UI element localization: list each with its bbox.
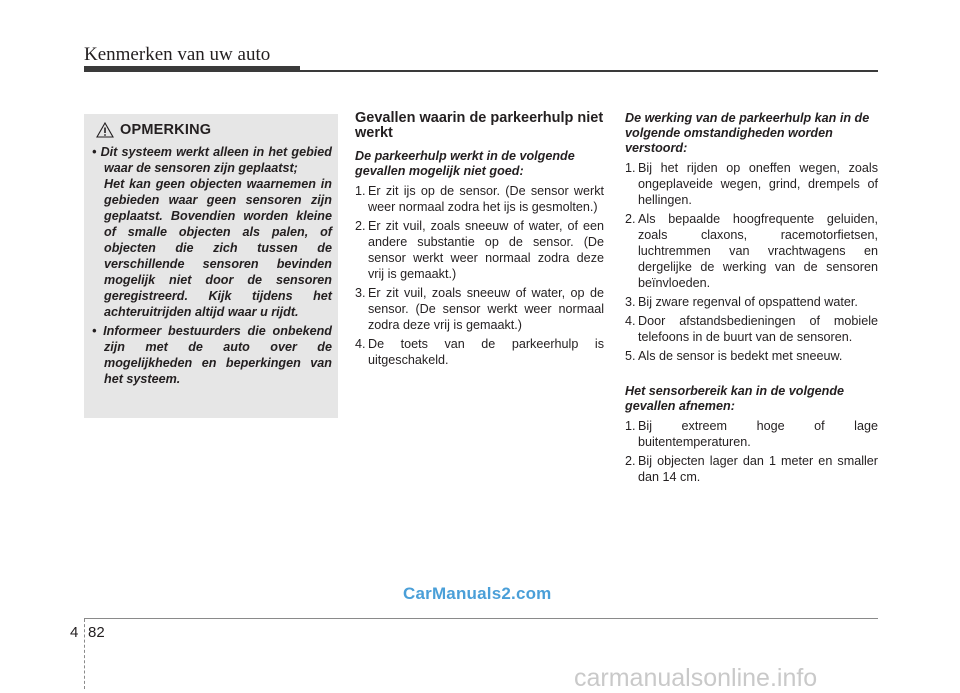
list-item-number: 4. — [625, 314, 636, 328]
list-item — [355, 218, 604, 282]
list-item — [625, 294, 878, 310]
numbered-list — [625, 418, 878, 485]
notice-bullet-1: • Dit systeem werkt alleen in het gebied waar de sensoren zijn geplaatst; — [92, 145, 332, 175]
list-item-text: Bij het rijden op oneffen wegen, zoals ongeplaveide wegen, grind, drempels of hellingen. — [638, 161, 878, 207]
list-item-text: Bij extreem hoge of lage buitentemperaturen. — [638, 419, 878, 449]
list-item — [625, 453, 878, 485]
list-item-number: 1. — [625, 161, 636, 175]
section-subtitle: Het sensorbereik kan in de volgende gevallen afnemen: — [625, 384, 845, 413]
header-rule — [300, 70, 878, 72]
list-item — [625, 160, 878, 208]
list-item — [625, 348, 878, 364]
list-item — [625, 418, 878, 450]
list-item-text: Er zit ijs op de sensor. (De sensor werkt weer normaal zodra het ijs is gesmolten.) — [368, 184, 604, 214]
header-bar — [84, 66, 300, 72]
watermark-link[interactable]: CarManuals2.com — [403, 584, 552, 603]
column-not-working — [355, 111, 604, 371]
list-item-text: Er zit vuil, zoals sneeuw of water, op de sensor. (De sensor werkt weer normaal zodra deze vrij is gemaakt.) — [368, 286, 604, 332]
section-subtitle: De parkeerhulp werkt in de volgende gevallen mogelijk niet goed: — [355, 149, 575, 178]
list-item-text: Als de sensor is bedekt met sneeuw. — [638, 349, 843, 363]
page-number: 82 — [88, 624, 105, 641]
list-item-text: Bij zware regenval of opspattend water. — [638, 295, 858, 309]
notice-header — [96, 122, 211, 138]
notice-bullet-2: • Informeer bestuurders die onbekend zijn met de auto over de mogelijkheden en beperkingen van het systeem. — [92, 324, 332, 386]
list-item — [355, 183, 604, 215]
list-item-text: Bij objecten lager dan 1 meter en smaller dan 14 cm. — [638, 454, 878, 484]
numbered-list — [355, 183, 604, 368]
list-item-number: 2. — [355, 219, 366, 233]
list-item-number: 1. — [625, 419, 636, 433]
column-disturbances — [625, 111, 878, 488]
page-header-title: Kenmerken van uw auto — [84, 44, 271, 65]
list-item-number: 5. — [625, 349, 636, 363]
list-item-text: Als bepaalde hoogfrequente geluiden, zoals claxons, racemotorfietsen, luchtremmen van vrachtwagens en dergelijke de werking van de sensoren beïnvloeden. — [638, 212, 878, 290]
notice-body — [92, 144, 332, 387]
warning-triangle-icon — [96, 122, 114, 138]
list-item-text: De toets van de parkeerhulp is uitgeschakeld. — [368, 337, 604, 367]
list-item — [355, 336, 604, 368]
list-item — [625, 211, 878, 291]
chapter-number: 4 — [70, 624, 79, 641]
notice-bullet-1-continued: Het kan geen objecten waarnemen in gebieden waar geen sensoren zijn geplaatst. Bovendien worden kleine of smalle objecten als palen, of objecten die zich tussen de verschillende sensoren bevinden mogelijk niet door de sensoren geregistreerd. Kijk tijdens het achteruitrijden altijd waar u rijdt. — [104, 177, 332, 319]
footer-divider — [84, 619, 85, 689]
list-item-number: 4. — [355, 337, 366, 351]
notice-title: OPMERKING — [120, 122, 212, 138]
list-item — [355, 285, 604, 333]
list-item-number: 2. — [625, 454, 636, 468]
list-item — [625, 313, 878, 345]
watermark-text: carmanualsonline.info — [574, 664, 818, 692]
section-title: Gevallen waarin de parkeerhulp niet werkt — [355, 110, 604, 141]
list-item-text: Door afstandsbedieningen of mobiele telefoons in de buurt van de sensoren. — [638, 314, 878, 344]
notice-box — [84, 114, 338, 418]
section-subtitle: De werking van de parkeerhulp kan in de volgende omstandigheden worden verstoord: — [625, 111, 870, 155]
list-item-number: 3. — [625, 295, 636, 309]
list-item-text: Er zit vuil, zoals sneeuw of water, of een andere substantie op de sensor. (De sensor werkt weer normaal zodra deze vrij is gemaakt.) — [368, 219, 604, 281]
list-item-number: 3. — [355, 286, 366, 300]
list-item-number: 1. — [355, 184, 366, 198]
numbered-list — [625, 160, 878, 364]
footer-rule — [84, 618, 878, 619]
list-item-number: 2. — [625, 212, 636, 226]
